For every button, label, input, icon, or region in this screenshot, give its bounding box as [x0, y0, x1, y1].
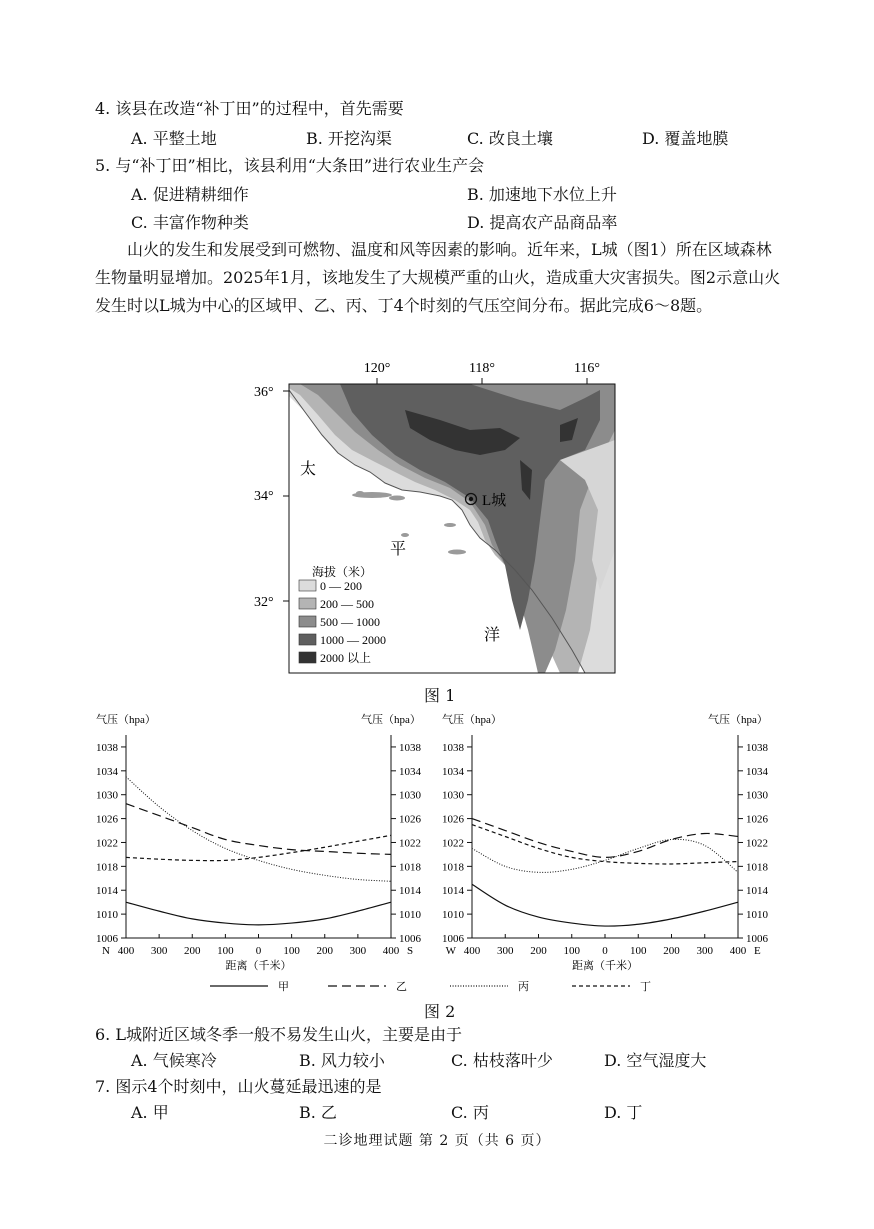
q4-option-d[interactable]: D. 覆盖地膜 — [642, 129, 729, 148]
y-tick-label: 1038 — [96, 741, 118, 754]
legend-label-乙: 乙 — [396, 981, 407, 993]
island-5 — [401, 533, 409, 537]
y-tick-label: 1010 — [746, 909, 768, 922]
y-tick-label: 1026 — [442, 813, 464, 826]
legend-label-丙: 丙 — [518, 981, 529, 993]
x-tick-label: 200 — [184, 945, 201, 957]
x-tick-label: 300 — [349, 945, 367, 957]
y-tick-label: 1010 — [442, 909, 464, 922]
island-2 — [389, 496, 405, 501]
x-tick-label: 0 — [255, 945, 262, 957]
y-tick-label: 1006 — [399, 933, 421, 945]
y-tick-label: 1006 — [442, 933, 464, 945]
y-tick-label: 1026 — [746, 813, 768, 826]
x-tick-label: 200 — [530, 945, 547, 957]
ocean-char-1: 太 — [300, 461, 317, 478]
y-tick-label: 1014 — [442, 885, 464, 898]
series-line-丁 — [472, 825, 738, 864]
y-tick-label: 1014 — [96, 885, 118, 898]
q5-option-a[interactable]: A. 促进精耕细作 — [131, 185, 249, 204]
y-tick-label: 1010 — [399, 909, 421, 922]
figure-1-map — [0, 350, 874, 680]
y-unit-right: 气压（hpa） — [708, 714, 768, 726]
q4-stem: 4. 该县在改造“补丁田”的过程中，首先需要 — [95, 99, 404, 118]
y-tick-label: 1030 — [96, 789, 118, 802]
y-tick-label: 1014 — [746, 885, 768, 898]
y-tick-label: 1038 — [746, 741, 768, 754]
y-tick-label: 1022 — [96, 837, 118, 850]
figure-1-caption: 图 1 — [424, 686, 456, 705]
y-tick-label: 1006 — [746, 933, 768, 945]
pressure-legend — [210, 980, 651, 993]
legend-swatch — [299, 598, 316, 609]
q4-option-c[interactable]: C. 改良土壤 — [467, 129, 553, 148]
x-tick-label: 100 — [217, 945, 234, 957]
island-6 — [448, 550, 466, 555]
q4-option-b[interactable]: B. 开挖沟渠 — [306, 129, 392, 148]
y-tick-label: 1018 — [96, 861, 118, 874]
q4-option-a[interactable]: A. 平整土地 — [131, 129, 217, 148]
city-label: L城 — [482, 493, 507, 509]
y-tick-label: 1010 — [96, 909, 118, 922]
legend-label-丁: 丁 — [640, 981, 651, 993]
island-3 — [356, 491, 364, 495]
series-line-甲 — [126, 902, 391, 925]
reading-passage: 山火的发生和发展受到可燃物、温度和风等因素的影响。近年来，L城（图1）所在区域森林生物量明显增加。2025年1月，该地发生了大规模严重的山火，造成重大灾害损失。图2示意山火发生时以L城为中心的区域甲、乙、丙、丁4个时刻的气压空间分布。据此完成6～8题。 — [95, 240, 781, 315]
y-tick-label: 1022 — [746, 837, 768, 850]
legend-swatch — [299, 652, 316, 663]
series-line-乙 — [472, 819, 738, 858]
x-tick-label: 300 — [696, 945, 713, 957]
x-axis-label: 距离（千米） — [572, 960, 638, 972]
ocean-char-3: 洋 — [484, 627, 501, 644]
x-tick-label: 100 — [563, 945, 580, 957]
q5-option-b[interactable]: B. 加速地下水位上升 — [467, 185, 617, 204]
q6-option-b[interactable]: B. 风力较小 — [299, 1051, 385, 1070]
y-tick-label: 1034 — [746, 765, 768, 778]
y-unit-left: 气压（hpa） — [96, 714, 156, 726]
legend-label: 500 — 1000 — [320, 615, 380, 629]
pressure-chart-2 — [442, 712, 769, 972]
legend-label-甲: 甲 — [278, 981, 289, 993]
legend-label: 2000 以上 — [320, 651, 372, 665]
island-4 — [444, 523, 456, 527]
pressure-chart-1 — [96, 712, 422, 972]
x-end-label: S — [407, 945, 414, 957]
lon-label-120: 120° — [363, 361, 391, 376]
q5-option-d[interactable]: D. 提高农产品商品率 — [467, 213, 618, 232]
q6-option-c[interactable]: C. 枯枝落叶少 — [451, 1051, 553, 1070]
y-tick-label: 1018 — [442, 861, 464, 874]
legend-label: 1000 — 2000 — [320, 633, 386, 647]
legend-label: 0 — 200 — [320, 579, 362, 593]
x-tick-label: 400 — [729, 945, 747, 957]
q5-stem: 5. 与“补丁田”相比，该县利用“大条田”进行农业生产会 — [95, 156, 485, 175]
x-tick-label: 200 — [663, 945, 680, 957]
series-line-丁 — [126, 835, 391, 860]
q7-option-a[interactable]: A. 甲 — [131, 1103, 169, 1122]
q6-option-d[interactable]: D. 空气湿度大 — [604, 1051, 707, 1070]
x-tick-label: 300 — [150, 945, 168, 957]
y-tick-label: 1026 — [96, 813, 118, 826]
q6-stem: 6. L城附近区域冬季一般不易发生山火，主要是由于 — [95, 1025, 462, 1044]
x-end-label: W — [445, 945, 456, 957]
y-unit-left: 气压（hpa） — [442, 714, 502, 726]
series-line-丙 — [126, 777, 391, 881]
x-axis-label: 距离（千米） — [225, 960, 292, 972]
q6-option-a[interactable]: A. 气候寒冷 — [131, 1051, 217, 1070]
x-tick-label: 400 — [117, 945, 135, 957]
lat-label-34: 34° — [254, 489, 274, 504]
y-tick-label: 1030 — [399, 789, 421, 802]
y-tick-label: 1018 — [399, 861, 421, 874]
legend-swatch — [299, 634, 316, 645]
legend-title: 海拔（米） — [312, 565, 373, 579]
q7-option-d[interactable]: D. 丁 — [604, 1103, 643, 1122]
legend-swatch — [299, 616, 316, 627]
x-tick-label: 100 — [283, 945, 300, 957]
x-tick-label: 300 — [497, 945, 514, 957]
y-tick-label: 1038 — [442, 741, 464, 754]
y-tick-label: 1038 — [399, 741, 421, 754]
page-footer: 二诊地理试题 第 2 页（共 6 页） — [323, 1133, 551, 1149]
series-line-甲 — [472, 884, 738, 926]
x-end-label: E — [754, 945, 761, 957]
y-tick-label: 1034 — [442, 765, 464, 778]
q5-option-c[interactable]: C. 丰富作物种类 — [131, 213, 249, 232]
y-tick-label: 1030 — [442, 789, 464, 802]
x-tick-label: 100 — [630, 945, 647, 957]
y-tick-label: 1030 — [746, 789, 768, 802]
figure-2-caption: 图 2 — [424, 1002, 456, 1021]
x-tick-label: 400 — [382, 945, 400, 957]
x-tick-label: 0 — [602, 945, 608, 957]
y-tick-label: 1022 — [442, 837, 464, 850]
legend-swatch — [299, 580, 316, 591]
ocean-char-2: 平 — [390, 541, 407, 558]
x-end-label: N — [102, 945, 110, 957]
y-tick-label: 1034 — [399, 765, 421, 778]
y-tick-label: 1006 — [96, 933, 118, 945]
figure-2-pressure-charts — [0, 705, 874, 995]
y-unit-right: 气压（hpa） — [361, 714, 421, 726]
series-line-丙 — [472, 839, 738, 872]
q7-stem: 7. 图示4个时刻中，山火蔓延最迅速的是 — [95, 1077, 382, 1096]
lon-label-118: 118° — [468, 361, 496, 376]
x-tick-label: 200 — [316, 945, 333, 957]
lon-label-116: 116° — [573, 361, 601, 376]
y-tick-label: 1014 — [399, 885, 421, 898]
y-tick-label: 1018 — [746, 861, 768, 874]
q7-option-c[interactable]: C. 丙 — [451, 1103, 489, 1122]
y-tick-label: 1034 — [96, 765, 118, 778]
lat-label-32: 32° — [254, 595, 274, 610]
q7-option-b[interactable]: B. 乙 — [299, 1103, 337, 1122]
y-tick-label: 1026 — [399, 813, 421, 826]
legend-label: 200 — 500 — [320, 597, 374, 611]
y-tick-label: 1022 — [399, 837, 421, 850]
x-tick-label: 400 — [463, 945, 481, 957]
lat-label-36: 36° — [254, 385, 274, 400]
